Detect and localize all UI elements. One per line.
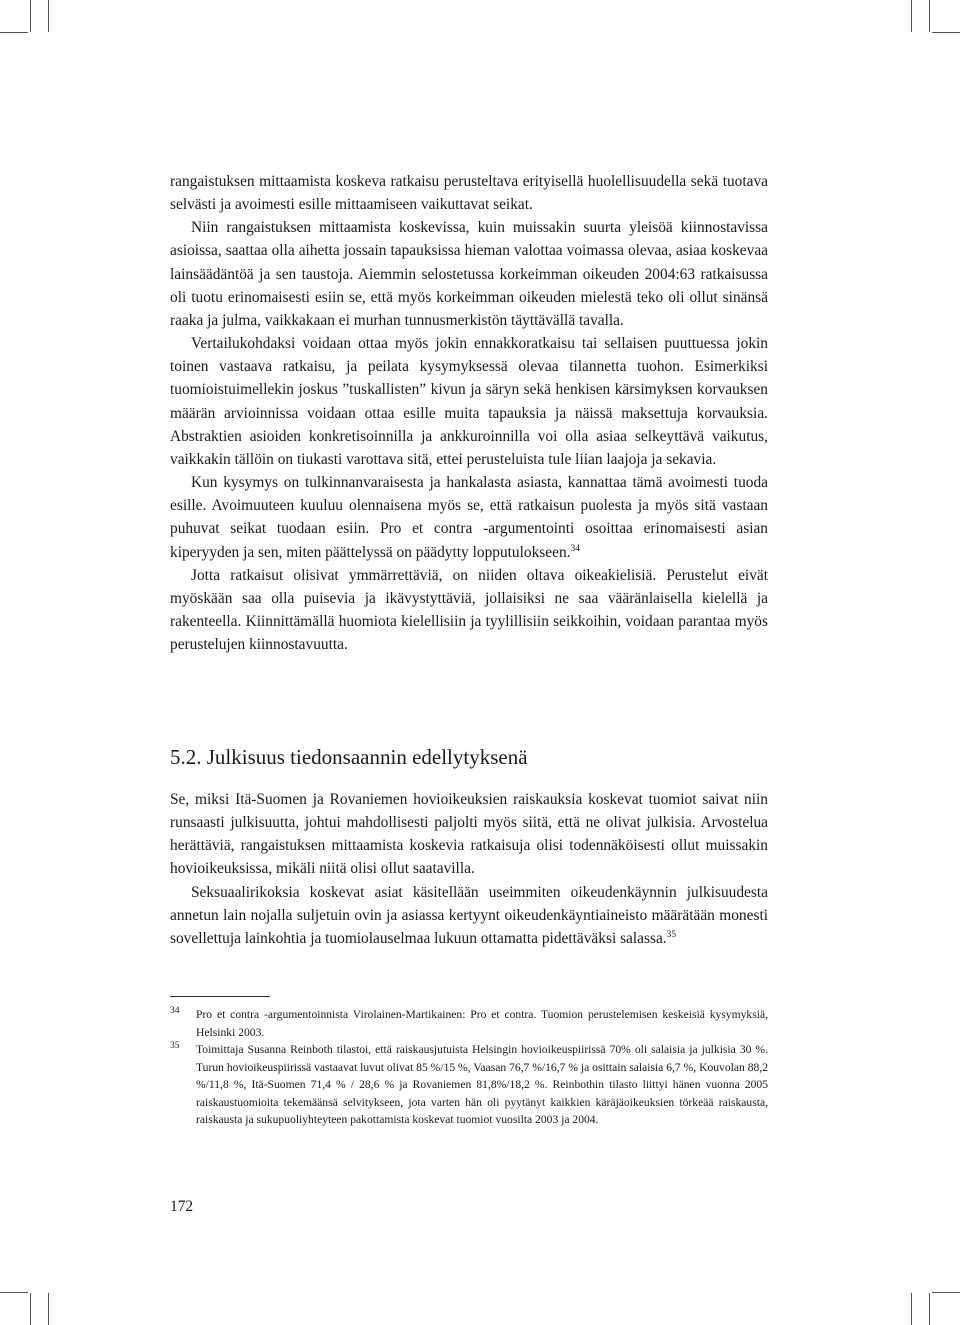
paragraph: [170, 881, 768, 950]
footnote-number: 34: [170, 1006, 180, 1016]
crop-mark: [48, 1293, 49, 1325]
paragraph: [170, 471, 768, 564]
body-text: [170, 170, 768, 656]
section-body: [170, 788, 768, 950]
footnote-text: Toimittaja Susanna Reinboth tilastoi, että raiskausjutuista Helsingin hovioikeuspiirissä 70% oli salaisia ja julkisia 30 %. Turun hovioikeuspiirissä vastaavat luvut olivat 85 %/15 %, Vaasan 76,7 %/16,7 % ja osittain salaisia 6,7 %, Kouvolan 88,2 %/11,8 %, Itä-Suomen 71,4 % / 28,6 % ja Rovaniemen 81,8%/18,2 %. Reinbothin tilasto liittyi hänen vuonna 2005 raiskaustuomioita tekemäänsä selvitykseen, jota varten hän oli pyytänyt kaikkien käräjäoikeuksien törkeää raiskausta, raiskausta ja sukupuoliyhteyteen pakottamista koskevat tuomiot vuosilta 2003 ja 2004.: [196, 1043, 768, 1126]
crop-mark: [911, 1293, 912, 1325]
footnotes: [170, 1006, 768, 1129]
crop-mark: [48, 0, 49, 32]
page-number: 172: [170, 1198, 194, 1215]
crop-mark: [30, 0, 31, 32]
crop-mark: [911, 0, 912, 32]
footnote: [170, 1041, 768, 1129]
paragraph: Jotta ratkaisut olisivat ymmärrettäviä, on niiden oltava oikeakielisiä. Perustelut eivät myöskään saa olla puisevia ja ikävystyttäviä, jollaisiksi ne saa vääränlaisella kielellä ja rakenteella. Kiinnittämällä huomiota kielellisiin ja tyylillisiin seikkoihin, voidaan parantaa myös perustelujen kiinnostavuutta.: [170, 566, 768, 654]
paragraph: Vertailukohdaksi voidaan ottaa myös jokin ennakkoratkaisu tai sellaisen puuttuessa jokin toinen vastaava ratkaisu, ja peilata kysymyksessä olevaa tilannetta tuohon. Esimerkiksi tuomioistuimellekin joskus ”tuskallisten” kivun ja säryn sekä henkisen kärsimyksen korvauksen määrän arvioinnissa voidaan ottaa esille muita tapauksia ja näissä maksettuja korvauksia. Abstraktien asioiden konkretisoinnilla ja ankkuroinnilla voi olla asiaa selkeyttävä vaikutus, vaikkakin tällöin on tiukasti varottava sitä, ettei perusteluista tule liian laajoja ja sekavia.: [170, 335, 768, 468]
page-content: [170, 170, 768, 1215]
footnote-ref[interactable]: 35: [666, 929, 677, 940]
paragraph: rangaistuksen mittaamista koskeva ratkaisu perusteltava erityisellä huolellisuudella sekä tuotava selvästi ja avoimesti esille mittaamiseen vaikuttavat seikat.: [170, 173, 768, 214]
crop-mark: [0, 32, 28, 33]
paragraph-text: Seksuaalirikoksia koskevat asiat käsitellään useimmiten oikeudenkäynnin julkisuudesta annetun lain nojalla suljetuin ovin ja asiassa kertyynt oikeudenkäyntiaineisto määrätään monesti sovellettuja lainkohtia ja tuomiolauselmaa lukuun ottamatta pidettäväksi salassa.: [170, 883, 768, 947]
section-heading: 5.2. Julkisuus tiedonsaannin edellytyksenä: [170, 745, 528, 769]
crop-mark: [932, 1292, 960, 1293]
paragraph: Se, miksi Itä-Suomen ja Rovaniemen hovioikeuksien raiskauksia koskevat tuomiot saivat niin runsaasti julkisuutta, johtui mahdollisesti paljolti myös siitä, että ne olivat julkisia. Arvostelua herättäviä, rangaistuksen mittaamista koskevia ratkaisuja olisi todennäköisesti ollut muissakin hovioikeuksissa, mikäli niitä olisi ollut saatavilla.: [170, 791, 768, 878]
crop-mark: [932, 32, 960, 33]
crop-mark: [929, 1293, 930, 1325]
crop-mark: [30, 1293, 31, 1325]
paragraph-text: Kun kysymys on tulkinnanvaraisesta ja hankalasta asiasta, kannattaa tämä avoimesti tuoda esille. Avoimuuteen kuuluu olennaisena myös se, että ratkaisun puolesta ja myös sitä vastaan puhuvat seikat tuodaan esiin. Pro et contra -argumentointi osoittaa erinomaisesti asian kiperyyden ja sen, miten päättelyssä on päädytty lopputulokseen.: [170, 474, 768, 561]
paragraph: Niin rangaistuksen mittaamista koskevissa, kuin muissakin suurta yleisöä kiinnostavissa asioissa, saattaa olla aihetta jossain tapauksissa hieman valottaa voimassa olevaa, asiaa koskevaa lainsäädäntöä ja sen taustoja. Aiemmin selostetussa korkeimman oikeuden 2004:63 ratkaisussa oli tuotu erinomaisesti esiin se, että myös korkeimman oikeuden mielestä teko oli ollut sinänsä raaka ja julma, vaikkakaan ei murhan tunnusmerkistön täyttävällä tavalla.: [170, 219, 768, 329]
footnote-ref[interactable]: 34: [570, 543, 580, 554]
crop-mark: [0, 1292, 28, 1293]
footnote-text: Pro et contra -argumentoinnista Virolainen-Martikainen: Pro et contra. Tuomion perustelemisen keskeisiä kysymyksiä, Helsinki 2003.: [196, 1008, 768, 1039]
footnote-divider: [170, 996, 270, 997]
footnote-number: 35: [170, 1041, 180, 1051]
crop-mark: [929, 0, 930, 32]
footnote: [170, 1006, 768, 1041]
